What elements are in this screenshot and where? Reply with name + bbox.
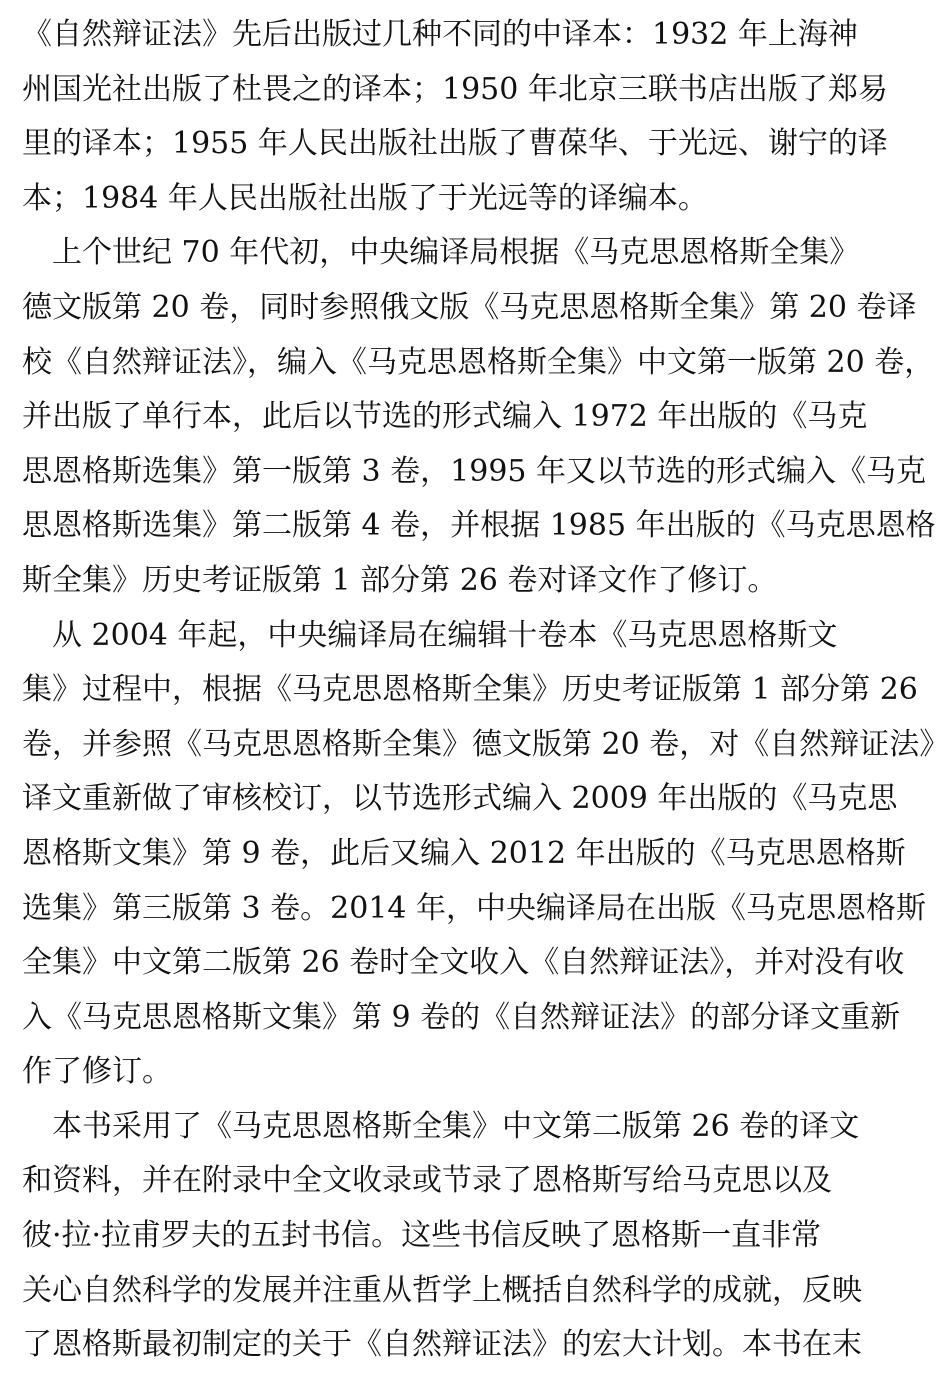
text-line: 校《自然辩证法》，编入《马克思恩格斯全集》中文第一版第 20 卷， bbox=[22, 344, 935, 380]
text-line: 并出版了单行本，此后以节选的形式编入 1972 年出版的《马克 bbox=[22, 399, 868, 435]
text-line: 德文版第 20 卷，同时参照俄文版《马克思恩格斯全集》第 20 卷译 bbox=[22, 289, 917, 325]
text-line: 全集》中文第二版第 26 卷时全文收入《自然辩证法》，并对没有收 bbox=[22, 945, 905, 981]
text-line: 本；1984 年人民出版社出版了于光远等的译编本。 bbox=[22, 180, 708, 216]
text-line: 卷，并参照《马克思恩格斯全集》德文版第 20 卷，对《自然辩证法》 bbox=[22, 726, 949, 762]
text-line: 选集》第三版第 3 卷。2014 年，中央编译局在出版《马克思恩格斯 bbox=[22, 890, 927, 926]
paragraph-this-book bbox=[22, 1100, 862, 1373]
text-line: 从 2004 年起，中央编译局在编辑十卷本《马克思恩格斯文 bbox=[22, 617, 838, 653]
text-line: 上个世纪 70 年代初，中央编译局根据《马克思恩格斯全集》 bbox=[22, 235, 860, 271]
text-line: 思恩格斯选集》第二版第 4 卷，并根据 1985 年出版的《马克思恩格 bbox=[22, 508, 936, 544]
text-line: 作了修订。 bbox=[22, 1054, 172, 1090]
text-line: 彼·拉·拉甫罗夫的五封书信。这些书信反映了恩格斯一直非常 bbox=[22, 1218, 822, 1254]
text-line: 《自然辩证法》先后出版过几种不同的中译本：1932 年上海神 bbox=[22, 17, 858, 52]
text-line: 州国光社出版了杜畏之的译本；1950 年北京三联书店出版了郑易 bbox=[22, 71, 888, 107]
text-line: 思恩格斯选集》第一版第 3 卷，1995 年又以节选的形式编入《马克 bbox=[22, 453, 927, 489]
text-line: 里的译本；1955 年人民出版社出版了曹葆华、于光远、谢宁的译 bbox=[22, 126, 888, 162]
text-line: 关心自然科学的发展并注重从哲学上概括自然科学的成就，反映 bbox=[22, 1272, 862, 1308]
text-line: 本书采用了《马克思恩格斯全集》中文第二版第 26 卷的译文 bbox=[22, 1108, 860, 1144]
text-line: 和资料，并在附录中全文收录或节录了恩格斯写给马克思以及 bbox=[22, 1163, 832, 1199]
text-line: 入《马克思恩格斯文集》第 9 卷的《自然辩证法》的部分译文重新 bbox=[22, 999, 901, 1035]
paragraph-translations-history bbox=[22, 8, 888, 226]
text-line: 恩格斯文集》第 9 卷，此后又编入 2012 年出版的《马克思恩格斯 bbox=[22, 835, 906, 871]
text-line: 了恩格斯最初制定的关于《自然辩证法》的宏大计划。本书在末 bbox=[22, 1327, 862, 1363]
text-line: 斯全集》历史考证版第 1 部分第 26 卷对译文作了修订。 bbox=[22, 562, 778, 598]
paragraph-2004-revision bbox=[22, 609, 949, 1100]
text-line: 译文重新做了审核校订，以节选形式编入 2009 年出版的《马克思 bbox=[22, 781, 898, 817]
paragraph-1970s-edition bbox=[22, 226, 936, 608]
text-line: 集》过程中，根据《马克思恩格斯全集》历史考证版第 1 部分第 26 bbox=[22, 672, 918, 708]
